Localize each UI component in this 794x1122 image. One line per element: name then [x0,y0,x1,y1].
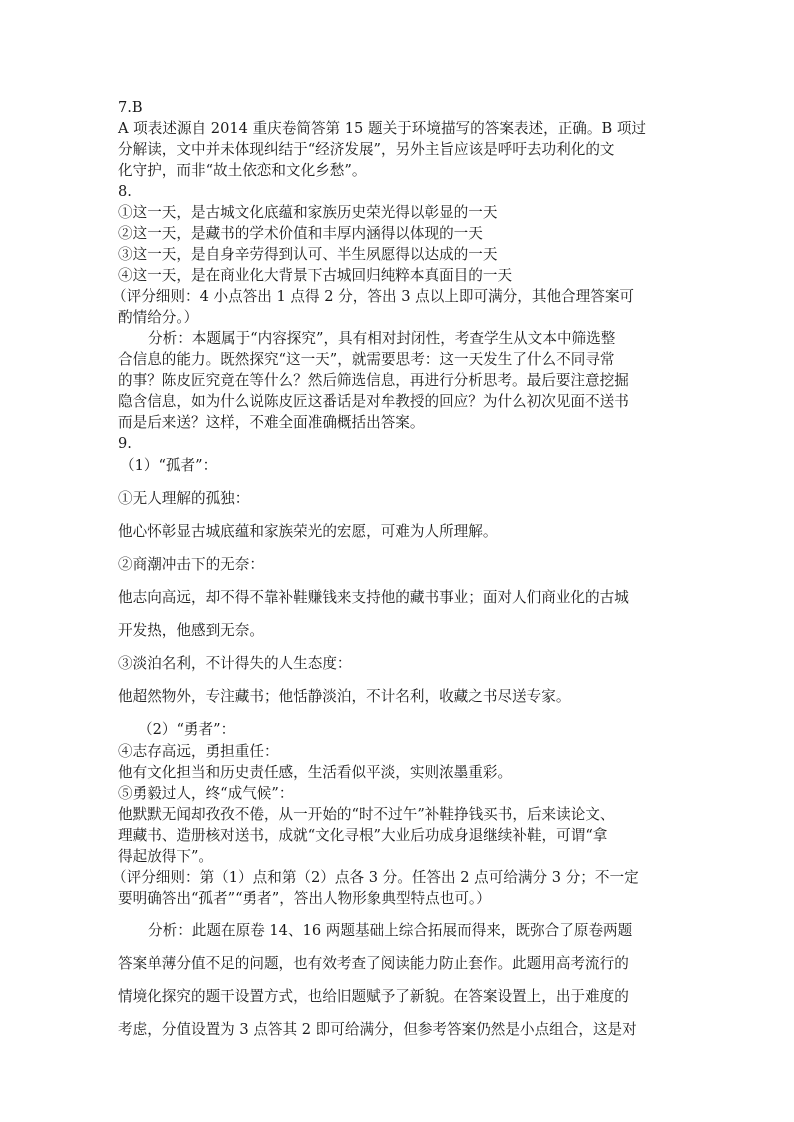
answer-7-heading: 7.B [118,99,143,116]
answer-9-point: ③淡泊名利，不计得失的人生态度： [118,655,352,672]
subheading-brave: （2）“勇者”： [138,721,236,738]
scoring-rule: （评分细则：4 小点答出 1 点得 2 分，答出 3 点以上即可满分，其他合理答案可 [112,288,635,305]
analysis-paragraph: 答案单薄分值不足的问题，也有效考查了阅读能力防止套作。此题用高考流行的 [118,955,629,972]
subheading-loner: （1）“孤者”： [120,457,218,474]
answer-9-text: 他默默无闻却孜孜不倦，从一开始的“时不过午”补鞋挣钱买书，后来读论文、 [118,806,615,823]
analysis-paragraph: 分析：本题属于“内容探究”，具有相对封闭性，考查学生从文本中筛选整 [148,330,616,347]
answer-9-text: 他心怀彰显古城底蕴和家族荣光的宏愿，可难为人所理解。 [118,523,498,540]
answer-9-text: 他志向高远，却不得不靠补鞋赚钱来支持他的藏书事业；面对人们商业化的古城 [118,589,629,606]
analysis-paragraph: 分析：此题在原卷 14、16 两题基础上综合拓展而得来，既弥合了原卷两题 [148,922,633,939]
answer-8-point: ①这一天，是古城文化底蕴和家族历史荣光得以彰显的一天 [118,204,498,221]
analysis-paragraph: 而是后来送？这样，不难全面准确概括出答案。 [118,414,425,431]
answer-9-text: 开发热，他感到无奈。 [118,622,264,639]
analysis-paragraph: 合信息的能力。既然探究“这一天”，就需要思考：这一天发生了什么不同寻常 [118,351,615,368]
answer-9-point: ⑤勇毅过人，终“成气候”： [118,785,294,802]
analysis-paragraph: 的事？陈皮匠究竟在等什么？然后筛选信息，再进行分析思考。最后要注意挖掘 [118,372,629,389]
answer-9-text: 他超然物外，专注藏书；他恬静淡泊，不计名利，收藏之书尽送专家。 [118,688,571,705]
analysis-paragraph: 隐含信息，如为什么说陈皮匠这番话是对牟教授的回应？为什么初次见面不送书 [118,393,629,410]
scoring-rule: （评分细则：第（1）点和第（2）点各 3 分。任答出 2 点可给满分 3 分；不一定 [112,869,639,886]
answer-9-point: ②商潮冲击下的无奈： [118,556,264,573]
answer-9-point: ①无人理解的孤独： [118,490,250,507]
answer-9-text: 理藏书、造册核对送书，成就“文化寻根”大业后功成身退继续补鞋，可谓“拿 [118,827,608,844]
answer-9-point: ④志存高远，勇担重任： [118,743,279,760]
answer-8-point: ②这一天，是藏书的学术价值和丰厚内涵得以体现的一天 [118,225,483,242]
answer-8-point: ③这一天，是自身辛劳得到认可、半生夙愿得以达成的一天 [118,246,498,263]
answer-9-text: 得起放得下”。 [118,848,214,865]
answer-7-line: A 项表述源自 2014 重庆卷简答第 15 题关于环境描写的答案表述，正确。B 项过 [118,120,647,137]
answer-9-heading: 9. [118,435,132,452]
answer-7-line: 化守护，而非“故土依恋和文化乡愁”。 [118,162,367,179]
answer-9-text: 他有文化担当和历史责任感，生活看似平淡，实则浓墨重彩。 [118,764,513,781]
scoring-rule: 要明确答出“孤者”“勇者”，答出人物形象典型特点也可。） [118,890,491,907]
answer-8-point: ④这一天，是在商业化大背景下古城回归纯粹本真面目的一天 [118,267,513,284]
answer-7-line: 分解读，文中并未体现纠结于“经济发展”，另外主旨应该是呼吁去功利化的文 [118,141,615,158]
scoring-rule: 酌情给分。） [118,309,199,326]
answer-8-heading: 8. [118,183,132,200]
analysis-paragraph: 情境化探究的题干设置方式，也给旧题赋予了新貌。在答案设置上，出于难度的 [118,988,629,1005]
analysis-paragraph: 考虑，分值设置为 3 点答其 2 即可给满分，但参考答案仍然是小点组合，这是对 [118,1021,637,1038]
